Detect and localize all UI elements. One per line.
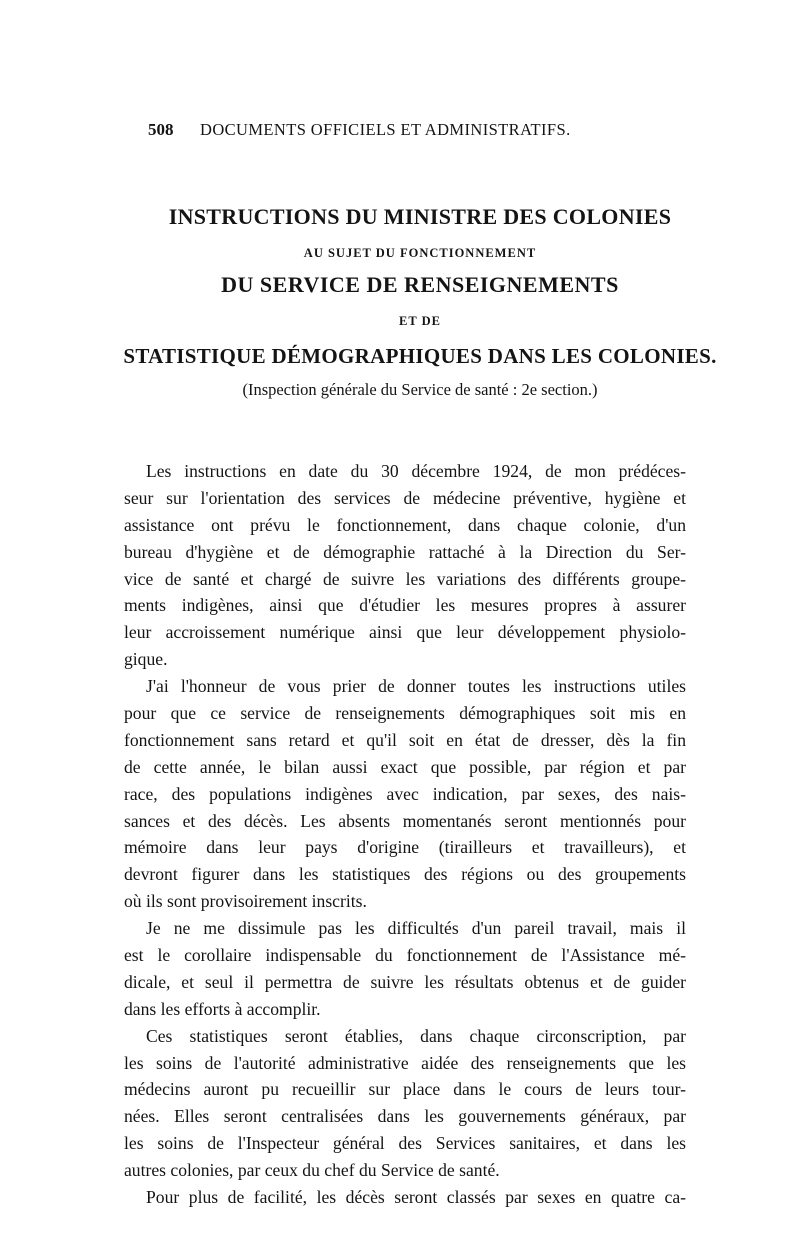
text-line: autres colonies, par ceux du chef du Service de santé. bbox=[124, 1160, 500, 1181]
text-line: leur accroissement numérique ainsi que leur développement physiolo- bbox=[124, 622, 686, 643]
text-line: dicale, et seul il permettra de suivre les résultats obtenus et de guider bbox=[124, 971, 686, 992]
text-line: pour que ce service de renseignements démographiques soit mis en bbox=[124, 703, 686, 724]
running-title: DOCUMENTS OFFICIELS ET ADMINISTRATIFS. bbox=[200, 120, 571, 139]
document-heading bbox=[110, 200, 730, 402]
heading-line-1: INSTRUCTIONS DU MINISTRE DES COLONIES bbox=[168, 204, 672, 229]
text-line: bureau d'hygiène et de démographie rattaché à la Direction du Ser- bbox=[124, 541, 686, 562]
text-line: est le corollaire indispensable du fonctionnement de l'Assistance mé- bbox=[124, 945, 686, 966]
text-line: assistance ont prévu le fonctionnement, dans chaque colonie, d'un bbox=[124, 514, 686, 535]
text-line: nées. Elles seront centralisées dans les gouvernements généraux, par bbox=[124, 1106, 686, 1127]
text-line: fonctionnement sans retard et qu'il soit en état de dresser, dès la fin bbox=[124, 729, 686, 750]
text-line: race, des populations indigènes avec indication, par sexes, des nais- bbox=[124, 783, 686, 804]
heading-line-3: DU SERVICE DE RENSEIGNEMENTS bbox=[221, 272, 619, 297]
text-line: Je ne me dissimule pas les difficultés d'un pareil travail, mais il bbox=[146, 918, 686, 939]
text-line: gique. bbox=[124, 649, 168, 670]
text-line: les soins de l'Inspecteur général des Services sanitaires, et dans les bbox=[124, 1133, 686, 1154]
text-line: seur sur l'orientation des services de médecine préventive, hygiène et bbox=[124, 487, 686, 508]
text-line: J'ai l'honneur de vous prier de donner toutes les instructions utiles bbox=[146, 676, 686, 697]
text-line: mémoire dans leur pays d'origine (tirailleurs et travailleurs), et bbox=[124, 837, 686, 858]
text-line: vice de santé et chargé de suivre les variations des différents groupe- bbox=[124, 568, 686, 589]
heading-line-2: AU SUJET DU FONCTIONNEMENT bbox=[303, 246, 537, 260]
page-number: 508 bbox=[148, 120, 174, 139]
heading-subtitle: (Inspection générale du Service de santé : 2e section.) bbox=[242, 380, 598, 399]
text-line: devront figurer dans les statistiques des régions ou des groupements bbox=[124, 864, 686, 885]
text-line: où ils sont provisoirement inscrits. bbox=[124, 891, 367, 912]
body-text bbox=[124, 458, 686, 1211]
heading-line-4: ET DE bbox=[399, 314, 441, 328]
text-line: les soins de l'autorité administrative aidée des renseignements que les bbox=[124, 1052, 686, 1073]
heading-line-5: STATISTIQUE DÉMOGRAPHIQUES DANS LES COLONIES. bbox=[123, 344, 717, 368]
text-line: Ces statistiques seront établies, dans chaque circonscription, par bbox=[146, 1025, 686, 1046]
text-line: Les instructions en date du 30 décembre 1924, de mon prédéces- bbox=[146, 461, 686, 481]
text-line: Pour plus de facilité, les décès seront classés par sexes en quatre ca- bbox=[146, 1187, 686, 1208]
running-head bbox=[148, 120, 688, 144]
text-line: dans les efforts à accomplir. bbox=[124, 998, 321, 1019]
text-line: médecins auront pu recueillir sur place dans le cours de leurs tour- bbox=[124, 1079, 686, 1100]
text-line: ments indigènes, ainsi que d'étudier les mesures propres à assurer bbox=[124, 595, 686, 616]
text-line: de cette année, le bilan aussi exact que possible, par région et par bbox=[124, 756, 686, 777]
text-line: sances et des décès. Les absents momentanés seront mentionnés pour bbox=[124, 810, 686, 831]
